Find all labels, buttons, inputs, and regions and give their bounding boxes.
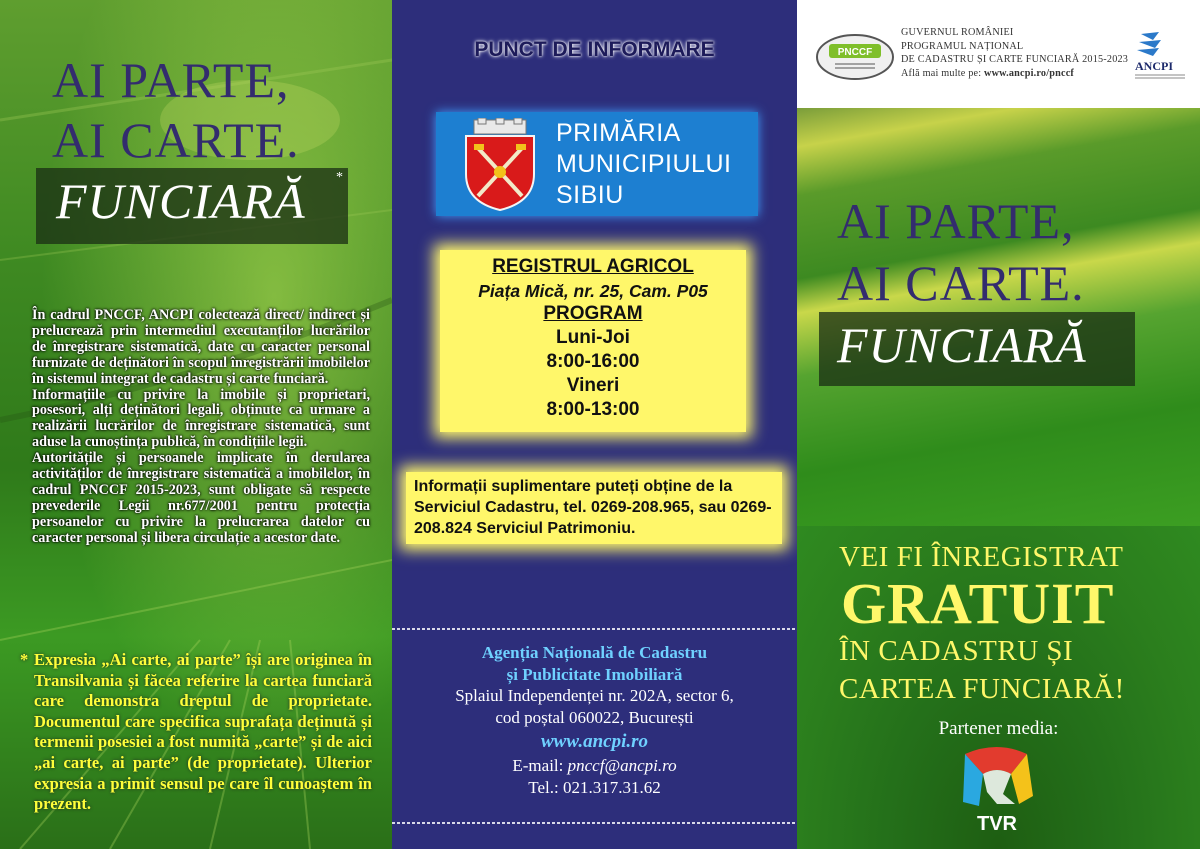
- right-panel: [797, 0, 1200, 849]
- left-slogan-title: [52, 50, 300, 170]
- pnccf-logo-icon: [815, 32, 895, 82]
- primaria-line-3: SIBIU: [556, 181, 624, 209]
- agency-email: [392, 755, 797, 777]
- pnccf-website-link[interactable]: www.ancpi.ro/pnccf: [984, 67, 1075, 79]
- tvr-text: TVR: [977, 813, 1017, 835]
- privacy-paragraph-3: Autoritățile și persoanele implicate în derularea activităților de înregistrare sistematică a imobilelor, în cadrul PNCCF 2015-2023, sunt obligate să respecte prevederile Legii nr.677/2001 pentru protecția persoanelor cu privire la prelucrarea datelor cu caracter personal și libera circulație a acestor date.: [32, 450, 370, 546]
- registry-address: Piața Mică, nr. 25, Cam. P05: [478, 281, 708, 301]
- registry-title: REGISTRUL AGRICOL: [492, 256, 694, 277]
- more-info: [901, 67, 1128, 81]
- slogan-line-3: FUNCIARĂ: [56, 173, 306, 229]
- agency-name-line-1: Agenția Națională de Cadastru: [481, 643, 708, 662]
- ancpi-logo-icon: [1131, 30, 1189, 82]
- government-header: [797, 0, 1200, 108]
- primaria-line-2: MUNICIPIULUI: [556, 150, 732, 178]
- primaria-line-1: PRIMĂRIA: [556, 119, 681, 147]
- right-slogan-line-1: AI PARTE,: [837, 193, 1075, 249]
- divider-line: [392, 624, 797, 634]
- agency-address-line-1: Splaiul Independenței nr. 202A, sector 6,: [455, 686, 734, 706]
- cadastre-line-1: ÎN CADASTRU ȘI: [839, 635, 1074, 667]
- schedule-hours-2: 8:00-13:00: [546, 399, 640, 420]
- slogan-line-1: AI PARTE,: [52, 52, 290, 108]
- ancpi-logo-text: ANCPI: [1135, 59, 1173, 73]
- schedule-days-1: Luni-Joi: [556, 327, 630, 348]
- footnote-text: Expresia „Ai carte, ai parte” își are originea în Transilvania și făcea referire la cartea funciară care demonstra dreptul de proprietate. Documentul care specifica suprafața deținută și termenii posesiei a fost numită „carte” și de aici „ai carte, ai parte” (de proprietate). Ulterior expresia a primit sensul pe care îl cunoaștem în prezent.: [34, 650, 372, 814]
- media-partner-label: Partener media:: [938, 718, 1059, 739]
- privacy-paragraph-2: Informațiile cu privire la imobile și proprietari, posesori, alți deținători legali, obținute ca urmare a realizării lucrărilor de înregistrare sistematică, sunt aduse la cunoștința publică, în condițiile legii.: [32, 386, 370, 451]
- right-slogan-line-3: FUNCIARĂ: [837, 317, 1087, 373]
- email-label: E-mail:: [512, 756, 568, 776]
- gov-line-1: GUVERNUL ROMÂNIEI: [901, 27, 1014, 38]
- gov-line-2: PROGRAMUL NAȚIONAL: [901, 40, 1024, 52]
- pnccf-logo-text: PNCCF: [837, 47, 873, 58]
- gov-line-3: DE CADASTRU ȘI CARTE FUNCIARĂ 2015-2023: [901, 54, 1129, 65]
- primaria-name: [556, 118, 731, 211]
- cadastre-line-2: CARTEA FUNCIARĂ!: [839, 673, 1125, 705]
- government-text: [901, 26, 1128, 80]
- footnote-marker: *: [336, 170, 343, 185]
- footnote-star: *: [20, 650, 29, 669]
- right-slogan-title: [837, 190, 1085, 314]
- sibiu-coat-of-arms-icon: [460, 118, 540, 212]
- agency-contact: [392, 642, 797, 799]
- agency-address-line-2: cod poștal 060022, București: [495, 707, 694, 727]
- program-label: PROGRAM: [543, 303, 643, 324]
- cadastre-text: [839, 632, 1125, 708]
- middle-panel: [392, 0, 797, 849]
- schedule-days-2: Vineri: [566, 375, 620, 396]
- expression-footnote: [20, 650, 372, 815]
- privacy-text: [32, 308, 370, 547]
- schedule-box: [440, 250, 746, 432]
- registration-headline: VEI FI ÎNREGISTRAT: [839, 541, 1124, 573]
- left-panel: [0, 0, 392, 849]
- agency-phone: Tel.: 021.317.31.62: [528, 777, 661, 797]
- tvr-logo-icon: [957, 744, 1037, 836]
- primaria-banner: [436, 112, 758, 216]
- privacy-paragraph-1: În cadrul PNCCF, ANCPI colectează direct/ indirect și prelucrează prin intermediul executanților lucrărilor de înregistrare sistematică, date cu caracter personal furnizate de deținători în scopul înregistrării imobilelor în sistemul integrat de cadastru și carte funciară.: [32, 307, 370, 387]
- email-link[interactable]: pnccf@ancpi.ro: [567, 756, 677, 776]
- free-label: GRATUIT: [841, 571, 1115, 636]
- agency-website-link[interactable]: www.ancpi.ro: [541, 731, 648, 753]
- additional-info-box: Informații suplimentare puteți obține de la Serviciul Cadastru, tel. 0269-208.965, sau 0269-208.824 Serviciul Patrimoniu.: [406, 472, 782, 544]
- agency-name-line-2: și Publicitate Imobiliară: [506, 664, 683, 684]
- more-info-label: Află mai multe pe:: [901, 67, 985, 79]
- divider-line-bottom: [392, 818, 797, 828]
- schedule-hours-1: 8:00-16:00: [546, 351, 640, 372]
- info-point-heading: PUNCT DE INFORMARE: [474, 38, 715, 61]
- right-slogan-line-2: AI CARTE.: [837, 255, 1085, 311]
- slogan-line-2: AI CARTE.: [52, 112, 300, 168]
